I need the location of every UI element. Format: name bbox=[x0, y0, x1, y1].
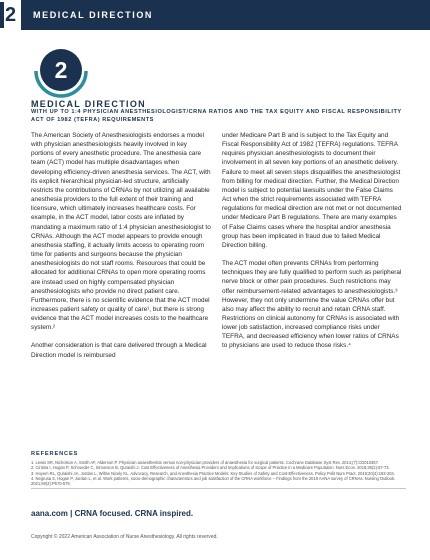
section-title: MEDICAL DIRECTION bbox=[31, 99, 146, 109]
body-column-right bbox=[222, 131, 402, 360]
body-paragraph: The ACT model often prevents CRNAs from performing techniques they are fully qualified to perform such as peripheral nerve block or other pain procedures. Such restrictions may offer reimbursement-related advantages to anesthesiologists.³ However, they not only undermine the value CRNAs offer but also may affect the ability to recruit and retain CRNA staff. Restrictions on clinical autonomy for CRNAs is associated with lower job satisfaction, increased compliance risks under TEFRA, and decreased efficiency when lower ratios of CRNAs to physicians are used to reduce those risks.⁴ bbox=[222, 260, 402, 350]
section-subtitle: WITH UP TO 1:4 PHYSICIAN ANESTHESIOLOGIST/CRNA RATIOS AND THE TAX EQUITY AND FISCAL RESPONSIBILITY ACT OF 1982 (TEFRA) REQUIREMENTS bbox=[31, 109, 402, 123]
banner-title: MEDICAL DIRECTION bbox=[33, 10, 154, 20]
chapter-tab-edge bbox=[0, 2, 4, 28]
chapter-number-tab: 2 bbox=[0, 0, 21, 30]
footer-tagline: aana.com | CRNA focused. CRNA inspired. bbox=[31, 509, 194, 518]
references-heading: REFERENCES bbox=[31, 451, 79, 457]
body-paragraph: The American Society of Anesthesiologists endorses a model with physician anesthesiologists heavily involved in key portions of every anesthetic procedure. The anesthesia care team (ACT) model has multiple disadvantages when developing efficiency-driven anesthesia services. The ACT, with its explicit hierarchical physician-led structure, artificially restricts the contributions of CRNAs by not utilizing all available anesthesia providers to the full extent of their training and licensure, which ultimately increases healthcare costs. For example, in the ACT model, labor costs are inflated by mandating a maximum ratio of 1:4 physician anesthesiologist to CRNAs. Although the ACT model appears to provide enough anesthesia staffing, it actually limits access to operating room time for patients and surgeons because the physician anesthesiologists do not staff rooms. Resources that could be allocated for additional CRNAs to open more operating rooms are instead used on highly compensated physician anesthesiologists who provide no direct patient care. Furthermore, there is no scientific evidence that the ACT model increases patient safety or quality of care¹, but there is strong evidence that the ACT model increases costs to the healthcare system.² bbox=[31, 132, 211, 332]
references-section bbox=[31, 451, 406, 486]
body-paragraph: under Medicare Part B and is subject to the Tax Equity and Fiscal Responsibility Act of 1982 (TEFRA) regulations. TEFRA requires physician anesthesiologists to document their involvement in all seven key portions of an anesthetic delivery. Failure to meet all seven steps disqualifies the anesthesiologist from billing for medical direction. Further, the Medical Direction model is subject to potential lawsuits under the False Claims Act when the strict requirements associated with TEFRA regulations for medical direction are not met or not documented under Medicare Part B regulations. There are many examples of False Claims cases where the hospital and/or anesthesia group has been implicated in fraud due to failed Medical Direction billing. bbox=[222, 132, 402, 249]
body-column-left bbox=[31, 131, 211, 369]
footer-copyright: Copyright © 2022 American Association of Nurse Anesthesiology. All rights reserved. bbox=[31, 534, 218, 540]
reference-item: 4. Negrusa S, Hogan P, Jordan L, et al. Work patterns, socio-demographic characteristics and job satisfaction of the CRNA workforce – Findings from the 2019 AANA survey of CRNAs. Nursing Outlook. 2021;69(3):P570-579. bbox=[31, 475, 396, 487]
top-banner bbox=[0, 0, 430, 30]
footer-divider bbox=[31, 488, 406, 489]
reference-item: 1. Lewis SR, Nicholson A, Smith AF, Alderson P. Physician anaesthetists versus non-physician providers of anaesthesia for surgical patients. Cochrane Database Syst Rev. 2014;(7):CD010357. bbox=[31, 460, 379, 465]
reference-item: 2. Cintina I, Hogan P, Schroeder C, Simonson B, Quraishi J. Cost Effectiveness of Anesthesia Providers and Implications of Scope of Practice in a Medicare Population. Nurs Econ. 2018;36(2):67-73. bbox=[31, 465, 390, 471]
badge-number: 2 bbox=[54, 57, 68, 83]
reference-item: 3. Hoyem RL, Quraishi JA, Jordan L, Wiltse Nicely KL. Advocacy, Research, and Anesthesia Practice Models: Key Studies of Safety and Cost-Effectiveness. Policy Polit Nurs Pract. 2019;20(4):193-204. bbox=[31, 470, 395, 476]
body-paragraph: Another consideration is that care delivered through a Medical Direction model is reimbursed bbox=[31, 342, 207, 359]
section-number-badge bbox=[32, 42, 90, 100]
